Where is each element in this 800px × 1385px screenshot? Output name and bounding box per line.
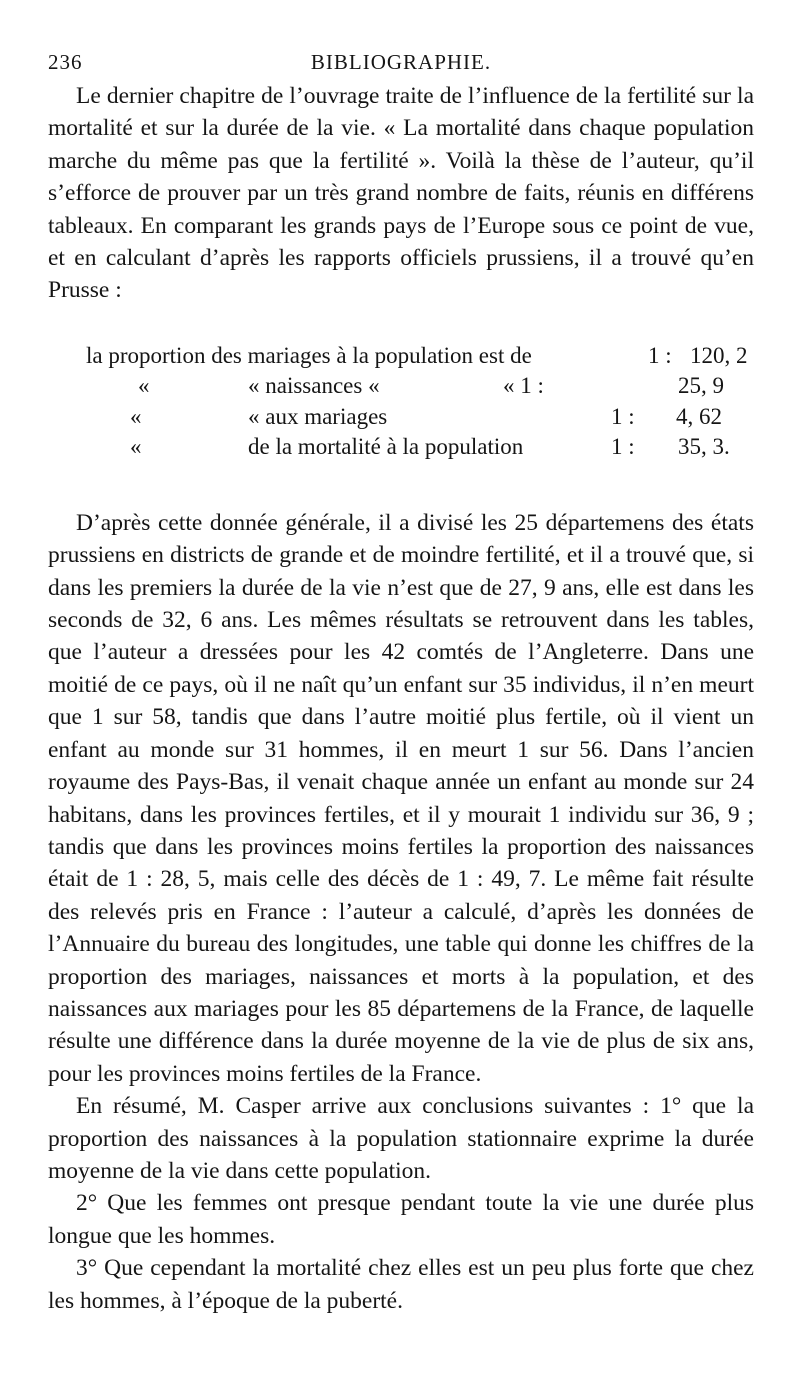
- paragraph-third-conclusion: 3° Que cependant la mortalité chez elles est un peu plus forte que chez les hommes, à l’époque de la puberté.: [48, 1255, 754, 1314]
- row-middle: de la mortalité à la population: [248, 434, 524, 460]
- table-row: [48, 402, 754, 433]
- row-ratio: « 1 :: [503, 373, 544, 399]
- row-ratio: 1 :: [648, 342, 672, 368]
- table-row: [48, 371, 754, 402]
- table-row: [48, 432, 754, 463]
- row-value: 120, 2: [690, 342, 748, 368]
- row-label: «: [130, 403, 142, 429]
- row-label: «: [138, 373, 150, 399]
- row-label: la proportion des mariages à la population est de: [86, 342, 532, 368]
- row-middle: « naissances «: [248, 373, 380, 399]
- table-row: [48, 341, 754, 372]
- running-head: [48, 40, 754, 80]
- row-ratio: 1 :: [611, 434, 635, 460]
- paragraph-districts: D’après cette donnée générale, il a divisé les 25 départemens des états prussiens en districts de grande et de moindre fertilité, et il a trouvé que, si dans les premiers la durée de la vie n’est que de 27, 9 ans, elle est dans les seconds de 32, 6 ans. Les mêmes résultats se retrouvent dans les tables, que l’auteur a dressées pour les 42 comtés de l’Angleterre. Dans une moitié de ce pays, où il ne naît qu’un enfant sur 35 individus, il n’en meurt que 1 sur 58, tandis que dans l’autre moitié plus fertile, où il vient un enfant au monde sur 31 hommes, il en meurt 1 sur 56. Dans l’ancien royaume des Pays-Bas, il venait chaque année un enfant au monde sur 24 habitans, dans les provinces fertiles, et il y mourait 1 individu sur 36, 9 ; tandis que dans les provinces moins fertiles la proportion des naissances était de 1 : 28, 5, mais celle des décès de 1 : 49, 7. Le même fait résulte des relevés pris en France : l’auteur a calculé, d’après les données de l’Annuaire du bureau des longitudes, une table qui donne les chiffres de la proportion des mariages, naissances et morts à la population, et des naissances aux mariages pour les 85 départemens de la France, de laquelle résulte une différence dans la durée moyenne de la vie de plus de six ans, pour les provinces moins fertiles de la France.: [48, 509, 754, 1087]
- paragraph-conclusions: En résumé, M. Casper arrive aux conclusions suivantes : 1° que la proportion des naissances à la population stationnaire exprime la durée moyenne de la vie dans cette population.: [48, 1093, 754, 1184]
- running-title: BIBLIOGRAPHIE.: [310, 50, 492, 74]
- paragraph-second-conclusion: 2° Que les femmes ont presque pendant toute la vie une durée plus longue que les hommes.: [48, 1190, 754, 1249]
- row-label: «: [130, 434, 142, 460]
- proportions-table: [48, 341, 754, 463]
- body-text: [48, 80, 754, 1317]
- row-value: 25, 9: [678, 373, 724, 399]
- row-value: 4, 62: [676, 403, 722, 429]
- paragraph-intro: Le dernier chapitre de l’ouvrage traite de l’influence de la fertilité sur la mortalité et sur la durée de la vie. « La mortalité dans chaque population marche du même pas que la fertilité ». Voilà la thèse de l’auteur, qu’il s’efforce de prouver par un très grand nombre de faits, réunis en différens tableaux. En comparant les grands pays de l’Europe sous ce point de vue, et en calculant d’après les rapports officiels prussiens, il a trouvé qu’en Prusse :: [48, 83, 754, 304]
- page-number: 236: [48, 50, 83, 74]
- row-ratio: 1 :: [611, 403, 635, 429]
- row-middle: « aux mariages: [248, 403, 388, 429]
- row-value: 35, 3.: [678, 434, 730, 460]
